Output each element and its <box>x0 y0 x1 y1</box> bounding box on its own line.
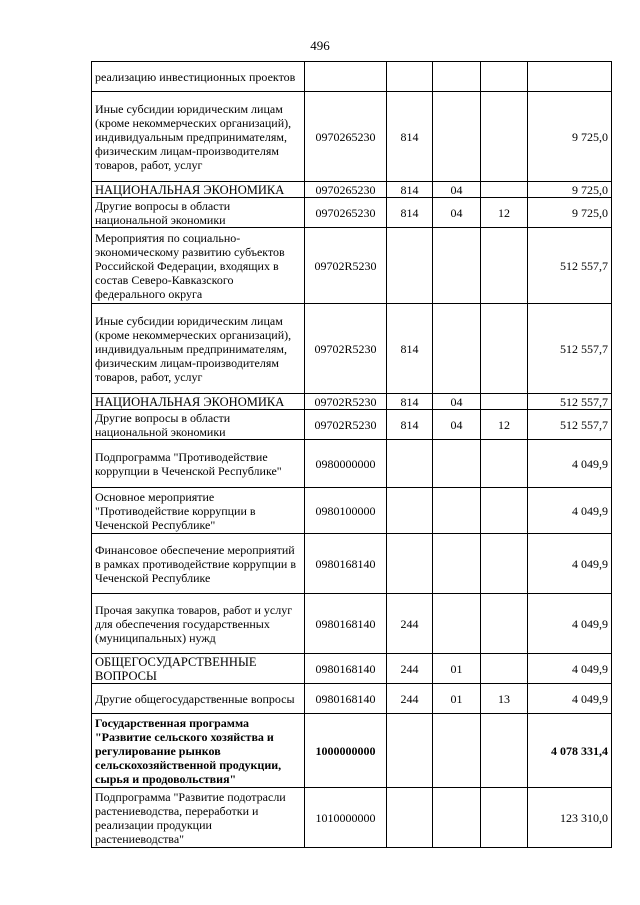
row-expense-type: 814 <box>387 92 433 182</box>
row-section: 04 <box>433 198 481 228</box>
table-row <box>92 62 612 92</box>
row-target-code: 0980168140 <box>305 594 387 654</box>
table-row <box>92 304 612 394</box>
row-subsection <box>481 394 528 410</box>
row-name: Государственная программа "Развитие сельского хозяйства и регулирование рынков сельскохозяйственной продукции, сырья и продовольствия" <box>92 714 305 788</box>
row-expense-type: 814 <box>387 304 433 394</box>
table-row <box>92 440 612 488</box>
row-name: Прочая закупка товаров, работ и услуг для обеспечения государственных (муниципальных) нужд <box>92 594 305 654</box>
row-section <box>433 304 481 394</box>
row-expense-type <box>387 788 433 848</box>
row-section: 01 <box>433 684 481 714</box>
row-sum: 123 310,0 <box>528 788 612 848</box>
row-subsection <box>481 788 528 848</box>
row-target-code: 1000000000 <box>305 714 387 788</box>
row-target-code: 0980168140 <box>305 654 387 684</box>
row-sum: 4 078 331,4 <box>528 714 612 788</box>
row-name: реализацию инвестиционных проектов <box>92 62 305 92</box>
row-expense-type <box>387 488 433 534</box>
row-target-code: 0980000000 <box>305 440 387 488</box>
row-sum: 4 049,9 <box>528 534 612 594</box>
row-target-code: 0970265230 <box>305 92 387 182</box>
row-name: Другие вопросы в области национальной экономики <box>92 198 305 228</box>
row-subsection: 13 <box>481 684 528 714</box>
page-number: 496 <box>310 38 330 53</box>
row-name: ОБЩЕГОСУДАРСТВЕННЫЕ ВОПРОСЫ <box>92 654 305 684</box>
row-name: Иные субсидии юридическим лицам (кроме некоммерческих организаций), индивидуальным предпринимателям, физическим лицам-производителям товаров, работ, услуг <box>92 92 305 182</box>
row-sum: 4 049,9 <box>528 488 612 534</box>
row-sum: 9 725,0 <box>528 182 612 198</box>
row-expense-type: 814 <box>387 198 433 228</box>
row-target-code: 0980100000 <box>305 488 387 534</box>
row-name: Подпрограмма "Противодействие коррупции в Чеченской Республике" <box>92 440 305 488</box>
row-name: НАЦИОНАЛЬНАЯ ЭКОНОМИКА <box>92 182 305 198</box>
row-subsection <box>481 182 528 198</box>
row-sum: 512 557,7 <box>528 228 612 304</box>
row-target-code: 0980168140 <box>305 684 387 714</box>
table-row <box>92 394 612 410</box>
row-section <box>433 714 481 788</box>
row-name: Подпрограмма "Развитие подотрасли растениеводства, переработки и реализации продукции растениеводства" <box>92 788 305 848</box>
row-expense-type <box>387 714 433 788</box>
table-row <box>92 198 612 228</box>
row-name: Мероприятия по социально-экономическому развитию субъектов Российской Федерации, входящих в состав Северо-Кавказского федерального округа <box>92 228 305 304</box>
row-target-code <box>305 62 387 92</box>
row-subsection <box>481 534 528 594</box>
row-name: Основное мероприятие "Противодействие коррупции в Чеченской Республике" <box>92 488 305 534</box>
row-subsection: 12 <box>481 410 528 440</box>
row-subsection <box>481 228 528 304</box>
row-target-code: 0980168140 <box>305 534 387 594</box>
row-expense-type: 244 <box>387 594 433 654</box>
row-section: 01 <box>433 654 481 684</box>
row-subsection <box>481 304 528 394</box>
row-sum: 4 049,9 <box>528 594 612 654</box>
row-sum <box>528 62 612 92</box>
row-subsection <box>481 654 528 684</box>
row-name: Иные субсидии юридическим лицам (кроме некоммерческих организаций), индивидуальным предпринимателям, физическим лицам-производителям товаров, работ, услуг <box>92 304 305 394</box>
row-target-code: 1010000000 <box>305 788 387 848</box>
row-section <box>433 594 481 654</box>
row-section <box>433 534 481 594</box>
table-row <box>92 788 612 848</box>
row-sum: 512 557,7 <box>528 394 612 410</box>
table-row <box>92 410 612 440</box>
row-expense-type: 244 <box>387 654 433 684</box>
row-section: 04 <box>433 410 481 440</box>
row-expense-type <box>387 534 433 594</box>
row-expense-type <box>387 228 433 304</box>
row-subsection <box>481 92 528 182</box>
row-name: Другие вопросы в области национальной экономики <box>92 410 305 440</box>
row-sum: 9 725,0 <box>528 92 612 182</box>
table-row <box>92 488 612 534</box>
row-subsection <box>481 440 528 488</box>
row-target-code: 09702R5230 <box>305 228 387 304</box>
row-section <box>433 440 481 488</box>
row-name: НАЦИОНАЛЬНАЯ ЭКОНОМИКА <box>92 394 305 410</box>
row-section: 04 <box>433 182 481 198</box>
row-section <box>433 788 481 848</box>
table-row <box>92 714 612 788</box>
row-target-code: 09702R5230 <box>305 394 387 410</box>
table-row <box>92 684 612 714</box>
row-target-code: 09702R5230 <box>305 410 387 440</box>
row-section <box>433 488 481 534</box>
row-expense-type: 244 <box>387 684 433 714</box>
row-target-code: 0970265230 <box>305 198 387 228</box>
row-expense-type: 814 <box>387 410 433 440</box>
row-subsection <box>481 62 528 92</box>
row-expense-type: 814 <box>387 394 433 410</box>
row-sum: 512 557,7 <box>528 410 612 440</box>
row-expense-type <box>387 62 433 92</box>
row-sum: 4 049,9 <box>528 654 612 684</box>
row-sum: 4 049,9 <box>528 684 612 714</box>
row-subsection: 12 <box>481 198 528 228</box>
row-sum: 4 049,9 <box>528 440 612 488</box>
row-sum: 9 725,0 <box>528 198 612 228</box>
row-name: Другие общегосударственные вопросы <box>92 684 305 714</box>
row-expense-type <box>387 440 433 488</box>
row-name: Финансовое обеспечение мероприятий в рамках противодействие коррупции в Чеченской Республике <box>92 534 305 594</box>
table-row <box>92 228 612 304</box>
table-row <box>92 654 612 684</box>
row-subsection <box>481 594 528 654</box>
table-row <box>92 182 612 198</box>
table-row <box>92 594 612 654</box>
row-subsection <box>481 488 528 534</box>
row-target-code: 0970265230 <box>305 182 387 198</box>
row-section <box>433 62 481 92</box>
table-row <box>92 534 612 594</box>
row-section <box>433 228 481 304</box>
row-target-code: 09702R5230 <box>305 304 387 394</box>
row-sum: 512 557,7 <box>528 304 612 394</box>
table-row <box>92 92 612 182</box>
budget-table <box>91 61 612 848</box>
row-expense-type: 814 <box>387 182 433 198</box>
row-section: 04 <box>433 394 481 410</box>
row-subsection <box>481 714 528 788</box>
row-section <box>433 92 481 182</box>
